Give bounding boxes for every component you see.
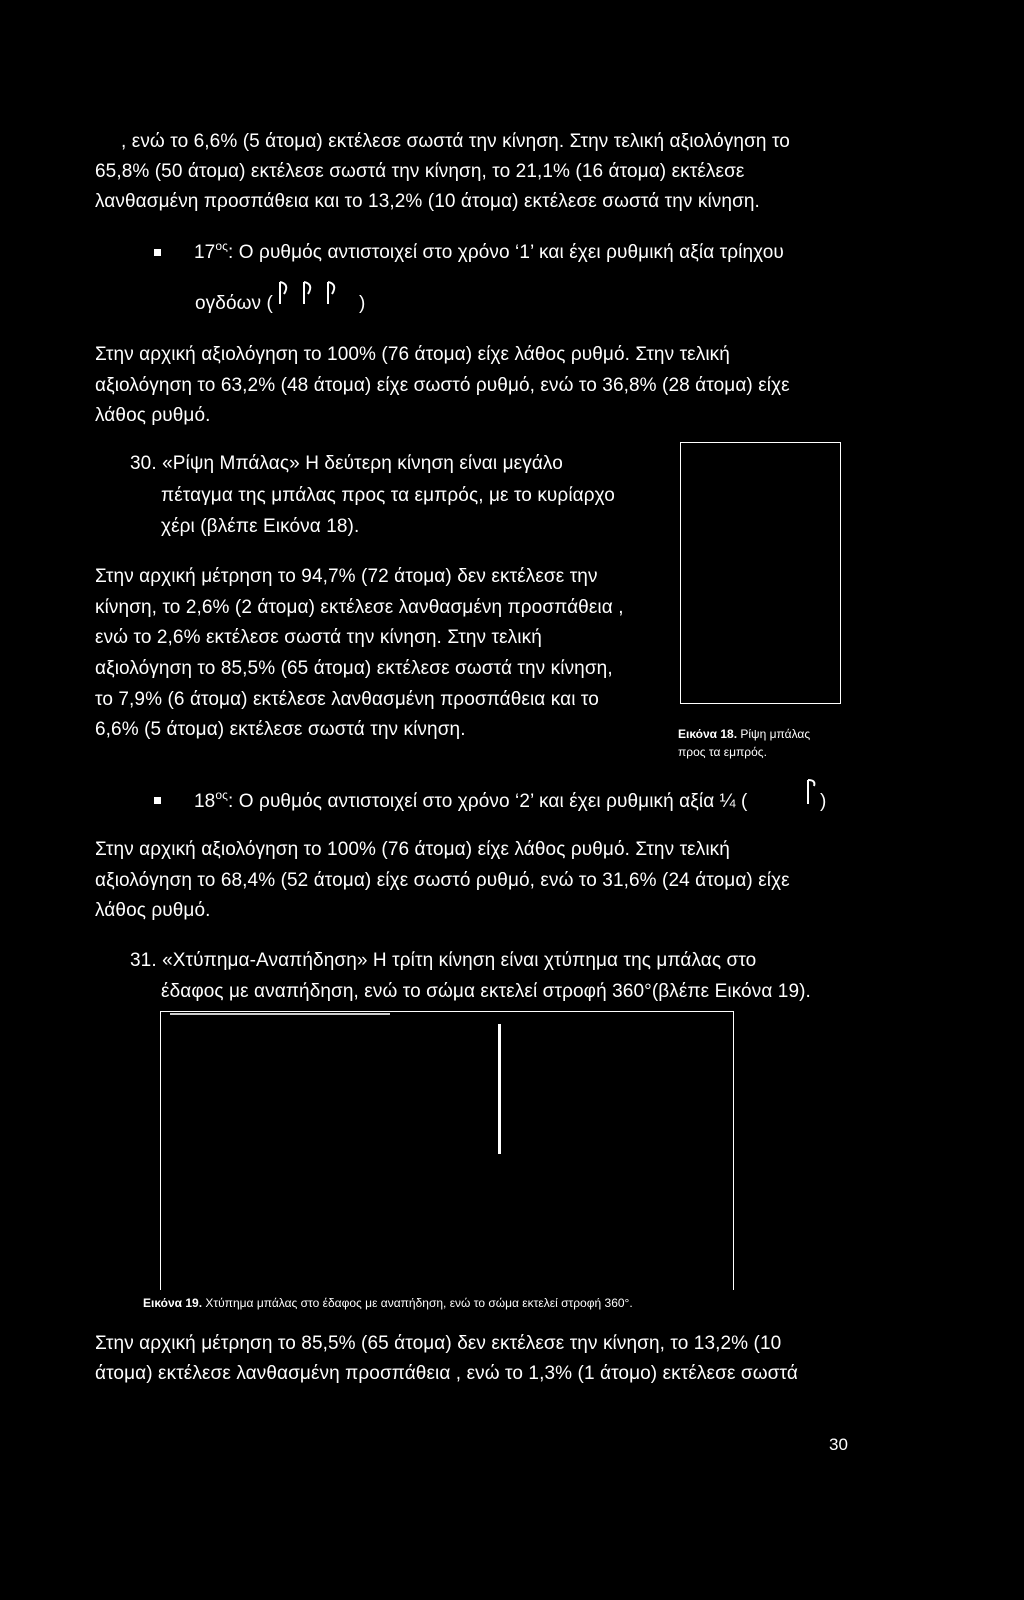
item-30-line: χέρι (βλέπε Εικόνα 18). — [161, 516, 360, 537]
figure-18-image — [680, 442, 841, 704]
paragraph-line: 65,8% (50 άτομα) εκτέλεσε σωστά την κίνηση, το 21,1% (16 άτομα) εκτέλεσε — [95, 161, 745, 182]
triplet-eighth-notes-icon — [276, 276, 356, 310]
paragraph-line: Στην αρχική μέτρηση το 85,5% (65 άτομα) δεν εκτέλεσε την κίνηση, το 13,2% (10 — [95, 1333, 782, 1354]
paragraph-line: άτομα) εκτέλεσε λανθασμένη προσπάθεια , ενώ το 1,3% (1 άτομο) εκτέλεσε σωστά — [95, 1363, 798, 1384]
bullet-icon — [154, 797, 161, 804]
figure-18-caption-line2: προς τα εμπρός. — [678, 745, 767, 759]
bullet-17-close: ) — [359, 293, 366, 314]
paragraph-line: λάθος ρυθμό. — [95, 900, 211, 921]
bullet-icon — [154, 249, 161, 256]
paragraph-line: , ενώ το 6,6% (5 άτομα) εκτέλεσε σωστά την κίνηση. Στην τελική αξιολόγηση το — [121, 131, 790, 152]
bullet-17-line2: ογδόων ( — [195, 293, 273, 314]
paragraph-line: αξιολόγηση το 68,4% (52 άτομα) είχε σωστό ρυθμό, ενώ το 31,6% (24 άτομα) είχε — [95, 870, 790, 891]
paragraph-line: αξιολόγηση το 63,2% (48 άτομα) είχε σωστό ρυθμό, ενώ το 36,8% (28 άτομα) είχε — [95, 375, 790, 396]
item-31-line: 31. «Χτύπημα-Αναπήδηση» Η τρίτη κίνηση είναι χτύπημα της μπάλας στο — [130, 950, 757, 971]
paragraph-line: κίνηση, το 2,6% (2 άτομα) εκτέλεσε λανθασμένη προσπάθεια , — [95, 597, 624, 618]
figure-19-top-mark — [170, 1013, 390, 1015]
bullet-17-text: $17^{o\varsigma}$: Ο ρυθμός αντιστοιχεί στο χρόνο ‘1’ και έχει ρυθμική αξία τρίηχου — [194, 239, 784, 263]
page-number: 30 — [829, 1435, 849, 1454]
paragraph-line: 6,6% (5 άτομα) εκτέλεσε σωστά την κίνηση. — [95, 719, 466, 740]
paragraph-line: αξιολόγηση το 85,5% (65 άτομα) εκτέλεσε σωστά την κίνηση, — [95, 658, 613, 679]
paragraph-line: Στην αρχική μέτρηση το 94,7% (72 άτομα) δεν εκτέλεσε την — [95, 566, 598, 587]
item-31-line: έδαφος με αναπήδηση, ενώ το σώμα εκτελεί στροφή 360°(βλέπε Εικόνα 19). — [161, 981, 811, 1002]
paragraph-line: λάθος ρυθμό. — [95, 405, 211, 426]
paragraph-line: Στην αρχική αξιολόγηση το 100% (76 άτομα) είχε λάθος ρυθμό. Στην τελική — [95, 839, 730, 860]
paragraph-line: το 7,9% (6 άτομα) εκτέλεσε λανθασμένη προσπάθεια και το — [95, 689, 599, 710]
paragraph-line: λανθασμένη προσπάθεια και το 13,2% (10 άτομα) εκτέλεσε σωστά την κίνηση. — [95, 191, 760, 212]
figure-19-caption: Εικόνα 19. Χτύπημα μπάλας στο έδαφος με αναπήδηση, ενώ το σώμα εκτελεί στροφή 360°. — [143, 1296, 633, 1310]
paragraph-line: ενώ το 2,6% εκτέλεσε σωστά την κίνηση. Στην τελική — [95, 627, 542, 648]
bullet-18-close: ) — [820, 791, 827, 812]
quarter-note-icon — [804, 774, 820, 810]
bullet-18-text: $18^{o\varsigma}$: Ο ρυθμός αντιστοιχεί στο χρόνο ‘2’ και έχει ρυθμική αξία ¼ ( — [194, 788, 748, 812]
item-30-line: 30. «Ρίψη Μπάλας» Η δεύτερη κίνηση είναι μεγάλο — [130, 453, 563, 474]
paragraph-line: Στην αρχική αξιολόγηση το 100% (76 άτομα) είχε λάθος ρυθμό. Στην τελική — [95, 344, 730, 365]
item-30-line: πέταγμα της μπάλας προς τα εμπρός, με το κυρίαρχο — [161, 485, 615, 506]
figure-18-caption: Εικόνα 18. Ρίψη μπάλας — [678, 727, 811, 741]
figure-19-vertical-mark — [498, 1024, 501, 1154]
